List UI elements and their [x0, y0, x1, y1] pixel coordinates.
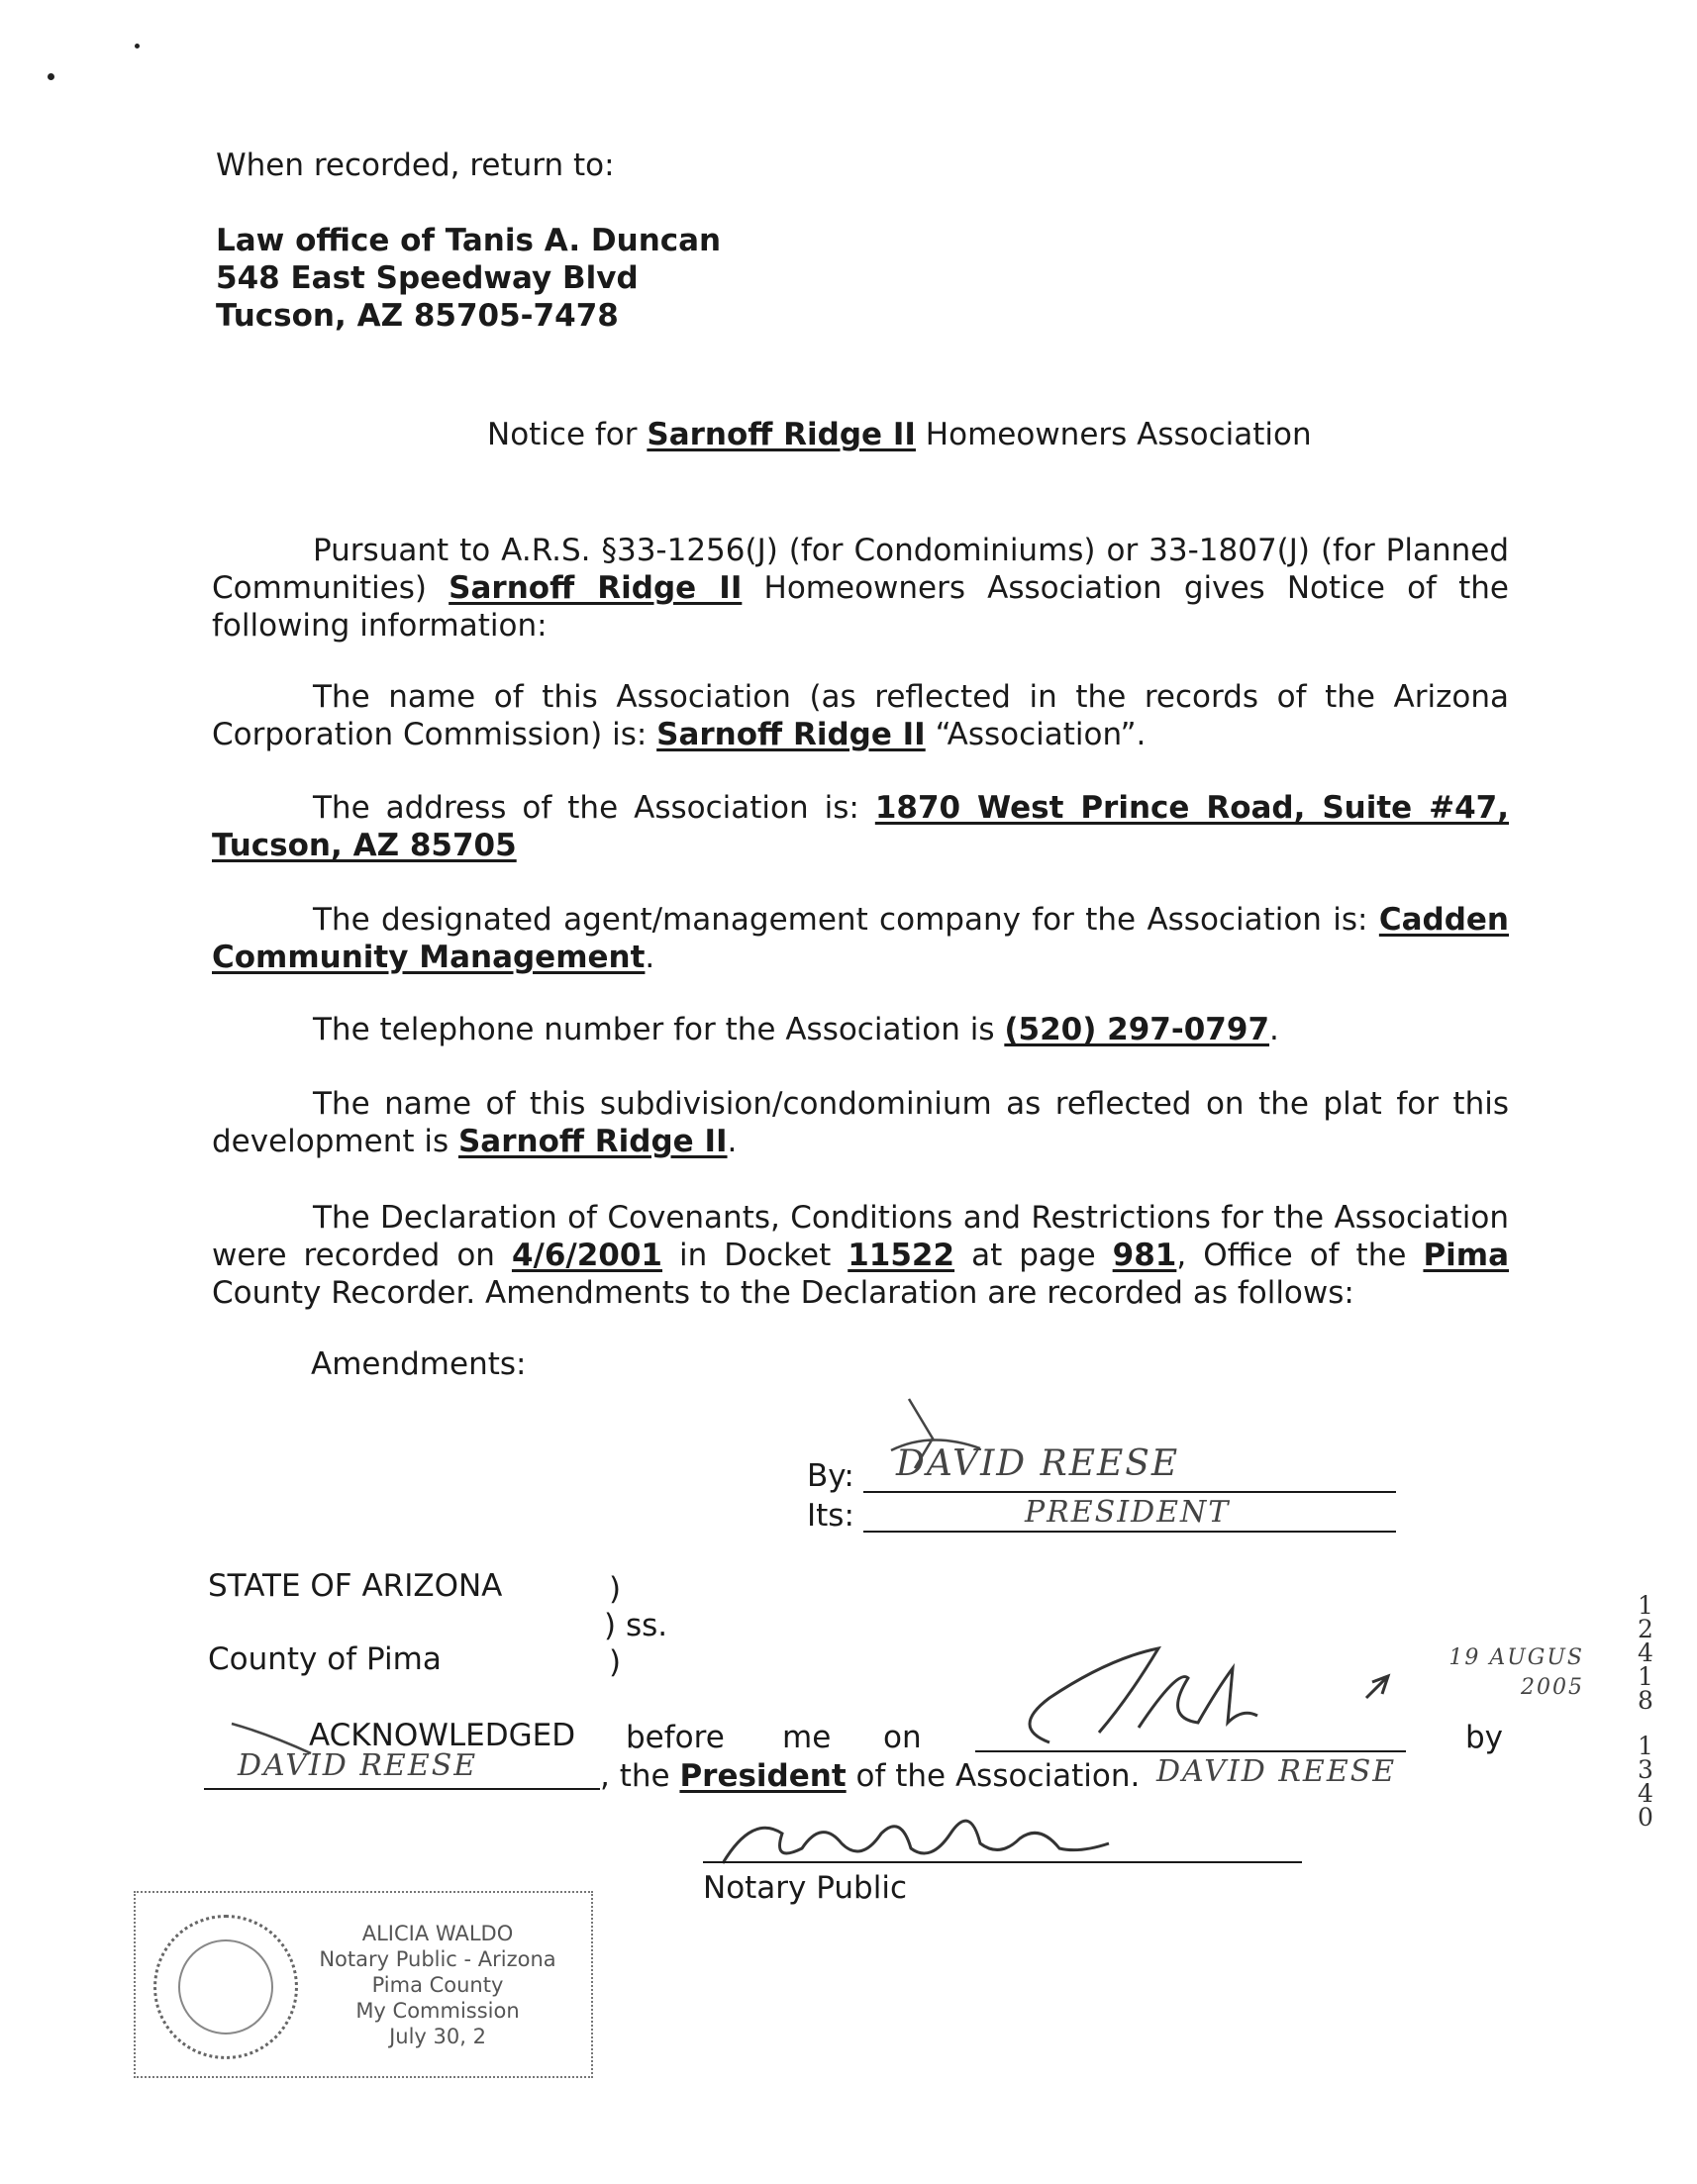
stamp-county: Pima County — [371, 1973, 504, 1997]
ack-on: on — [883, 1720, 922, 1755]
plat-text-1: The name of this subdivision/condominium as reflected on the plat for this development is — [212, 1086, 1509, 1159]
margin-digit: 4 — [1638, 1779, 1653, 1808]
ack-signer-repeat: DAVID REESE — [1156, 1754, 1397, 1789]
title-suffix: Homeowners Association — [915, 417, 1312, 452]
declaration-text-5: County Recorder. Amendments to the Declaration are recorded as follows: — [212, 1275, 1354, 1311]
venue-state: STATE OF ARIZONA — [208, 1568, 503, 1604]
declaration-paragraph — [212, 1199, 1509, 1312]
return-to-city: Tucson, AZ 85705-7478 — [216, 298, 619, 334]
association-address: 1870 West Prince Road, Suite #47, Tucson, AZ 85705 — [212, 790, 1509, 863]
return-to-name: Law office of Tanis A. Duncan — [216, 223, 722, 258]
margin-docket-number — [1634, 1591, 1657, 1715]
statute-text-1: Pursuant to A.R.S. §33-1256(J) (for Condominiums) or 33-1807(J) (for Planned Communities) — [212, 533, 1509, 606]
ack-by: by — [1465, 1720, 1504, 1755]
phone-paragraph — [212, 1011, 1509, 1048]
stamp-name: ALICIA WALDO — [361, 1922, 514, 1945]
declaration-docket: 11522 — [848, 1238, 955, 1273]
notary-stamp — [134, 1891, 593, 2078]
management-company: Cadden Community Management — [212, 902, 1509, 975]
venue-county: County of Pima — [208, 1641, 442, 1677]
name-text-2: “Association”. — [925, 717, 1147, 752]
ack-flourish — [228, 1718, 317, 1767]
amendments-label: Amendments: — [311, 1346, 527, 1382]
plat-paragraph — [212, 1085, 1509, 1160]
margin-digit: 1 — [1638, 1732, 1653, 1760]
declaration-text-3: at page — [954, 1238, 1113, 1273]
margin-digit: 1 — [1638, 1591, 1653, 1620]
phone-text-1: The telephone number for the Association is — [313, 1012, 1005, 1047]
notice-title — [487, 416, 1312, 453]
statute-paragraph — [212, 532, 1509, 645]
its-title-handwritten: PRESIDENT — [1025, 1495, 1231, 1530]
declaration-date: 4/6/2001 — [511, 1238, 663, 1273]
venue-paren-1: ) — [609, 1571, 622, 1607]
margin-docket-digits — [1634, 1591, 1657, 1715]
ack-me: me — [782, 1720, 832, 1755]
name-association-name: Sarnoff Ridge II — [656, 717, 926, 752]
ack-signer-line — [204, 1788, 600, 1790]
notary-public-label: Notary Public — [703, 1870, 907, 1906]
margin-page-digits — [1634, 1732, 1657, 1832]
return-to-heading: When recorded, return to: — [216, 148, 615, 183]
notary-initials-scribble — [990, 1638, 1406, 1757]
plat-text-2: . — [727, 1124, 738, 1159]
declaration-county: Pima — [1423, 1238, 1510, 1273]
handwritten-date: 19 AUGUS 2005 — [1448, 1645, 1584, 1700]
venue-paren-3: ) — [609, 1644, 622, 1680]
scan-speck — [48, 73, 54, 80]
phone-text-2: . — [1269, 1012, 1279, 1047]
address-paragraph — [212, 789, 1509, 864]
stamp-date: July 30, 2 — [389, 2025, 486, 2048]
margin-digit: 2 — [1638, 1615, 1653, 1643]
ack-text-the: , the — [600, 1758, 680, 1794]
ack-signer-handwritten: DAVID REESE — [238, 1748, 478, 1783]
margin-digit: 1 — [1638, 1662, 1653, 1691]
plat-subdivision-name: Sarnoff Ridge II — [457, 1124, 728, 1159]
ack-role: President — [679, 1758, 847, 1794]
margin-page-number — [1634, 1732, 1657, 1832]
statute-association-name: Sarnoff Ridge II — [449, 570, 743, 606]
return-to-street: 548 East Speedway Blvd — [216, 260, 639, 296]
margin-digit: 0 — [1638, 1803, 1653, 1832]
its-title-line — [863, 1531, 1396, 1533]
agent-text-1: The designated agent/management company for the Association is: — [313, 902, 1379, 938]
title-association-name: Sarnoff Ridge II — [647, 417, 916, 452]
its-label: Its: — [807, 1498, 854, 1534]
acknowledged-word: ACKNOWLEDGED — [309, 1718, 576, 1753]
stamp-title: Notary Public - Arizona — [319, 1947, 556, 1971]
ack-text-of: of the Association. — [846, 1758, 1141, 1794]
margin-digit: 4 — [1638, 1638, 1653, 1667]
statute-text-2: Homeowners Association gives Notice of the following information: — [212, 570, 1509, 644]
by-signature: DAVID REESE — [896, 1443, 1180, 1484]
by-label: By: — [807, 1458, 854, 1494]
scan-speck — [135, 44, 140, 49]
association-phone: (520) 297-0797 — [1004, 1012, 1270, 1047]
by-signature-line — [863, 1491, 1396, 1493]
notary-seal — [153, 1915, 298, 2059]
declaration-text-1: The Declaration of Covenants, Conditions and Restrictions for the Association were recorded on — [212, 1200, 1509, 1273]
declaration-page: 981 — [1112, 1238, 1177, 1273]
venue-paren-ss: ) ss. — [604, 1608, 668, 1643]
margin-digit: 8 — [1638, 1686, 1653, 1715]
association-name-paragraph — [212, 678, 1509, 753]
ack-before: before — [626, 1720, 725, 1755]
title-prefix: Notice for — [487, 417, 648, 452]
signature-flourish — [871, 1391, 1010, 1480]
name-text-1: The name of this Association (as reflected in the records of the Arizona Corporation Commission) is: — [212, 679, 1509, 752]
notary-signature-line — [703, 1861, 1302, 1863]
ack-role-line — [600, 1757, 1140, 1795]
declaration-text-2: in Docket — [662, 1238, 848, 1273]
agent-paragraph — [212, 901, 1509, 976]
address-text-1: The address of the Association is: — [313, 790, 875, 826]
declaration-text-4: , Office of the — [1176, 1238, 1424, 1273]
stamp-commission: My Commission — [355, 1999, 520, 2023]
margin-digit: 3 — [1638, 1755, 1653, 1784]
agent-text-2: . — [645, 940, 655, 975]
